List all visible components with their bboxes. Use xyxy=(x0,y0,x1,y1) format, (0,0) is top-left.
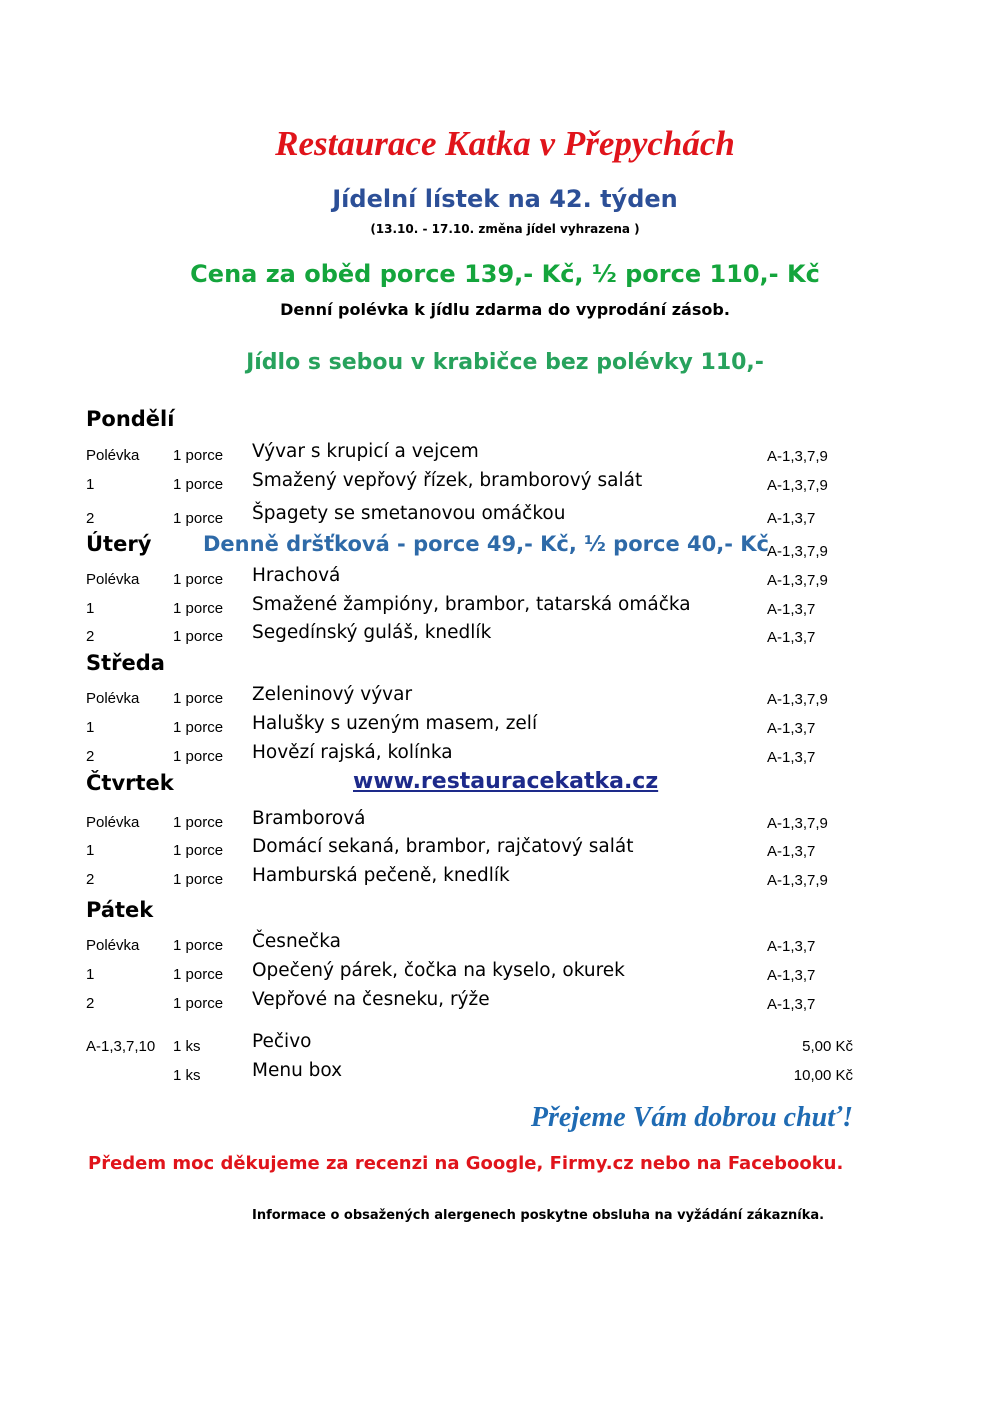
allergen-codes: A-1,3,7,9 xyxy=(767,691,828,708)
item-portion: 1 porce xyxy=(173,600,224,617)
extra-item-name: Menu box xyxy=(252,1060,343,1081)
extra-price: 5,00 Kč xyxy=(802,1038,853,1055)
dish-name: Bramborová xyxy=(252,808,366,829)
website-link[interactable]: www.restauracekatka.cz xyxy=(353,769,659,794)
allergen-codes: A-1,3,7 xyxy=(767,938,816,955)
dish-name: Zeleninový vývar xyxy=(252,684,413,705)
soup-note: Denní polévka k jídlu zdarma do vyprodání zásob. xyxy=(280,300,730,319)
item-portion: 1 porce xyxy=(173,476,224,493)
item-portion: 1 porce xyxy=(173,571,224,588)
item-portion: 1 porce xyxy=(173,628,224,645)
allergen-codes: A-1,3,7,9 xyxy=(767,543,828,560)
dish-name: Domácí sekaná, brambor, rajčatový salát xyxy=(252,836,634,857)
item-portion: 1 porce xyxy=(173,814,224,831)
item-label: 1 xyxy=(86,476,95,493)
item-label: 2 xyxy=(86,748,95,765)
day-heading-friday: Pátek xyxy=(86,898,154,922)
extra-quantity: 1 ks xyxy=(173,1067,201,1084)
item-label: 2 xyxy=(86,995,95,1012)
dish-name: Vepřové na česneku, rýže xyxy=(252,989,490,1010)
extra-item-name: Pečivo xyxy=(252,1031,312,1052)
dish-name: Hovězí rajská, kolínka xyxy=(252,742,453,763)
dish-name: Vývar s krupicí a vejcem xyxy=(252,441,479,462)
dish-name: Halušky s uzeným masem, zelí xyxy=(252,713,538,734)
item-label: Polévka xyxy=(86,814,140,831)
day-heading-wednesday: Středa xyxy=(86,651,165,675)
allergen-codes: A-1,3,7,9 xyxy=(767,815,828,832)
item-portion: 1 porce xyxy=(173,937,224,954)
allergen-codes: A-1,3,7 xyxy=(767,720,816,737)
allergen-codes: A-1,3,7 xyxy=(767,996,816,1013)
menu-week-subtitle: Jídelní lístek na 42. týden xyxy=(332,185,678,213)
item-portion: 1 porce xyxy=(173,966,224,983)
dish-name: Hrachová xyxy=(252,565,341,586)
item-label: Polévka xyxy=(86,690,140,707)
allergen-codes: A-1,3,7 xyxy=(767,601,816,618)
item-label: Polévka xyxy=(86,937,140,954)
review-request: Předem moc děkujeme za recenzi na Google, Firmy.cz nebo na Facebooku. xyxy=(88,1153,844,1174)
item-label: 2 xyxy=(86,628,95,645)
item-portion: 1 porce xyxy=(173,690,224,707)
item-portion: 1 porce xyxy=(173,842,224,859)
item-portion: 1 porce xyxy=(173,871,224,888)
extra-price: 10,00 Kč xyxy=(793,1067,853,1084)
day-heading-monday: Pondělí xyxy=(86,407,175,431)
dish-name: Smažené žampióny, brambor, tatarská omáčka xyxy=(252,594,691,615)
item-label: 1 xyxy=(86,719,95,736)
item-label: 1 xyxy=(86,842,95,859)
dish-name: Česnečka xyxy=(252,931,341,952)
allergen-codes: A-1,3,7,9 xyxy=(767,448,828,465)
extra-allergen-codes: A-1,3,7,10 xyxy=(86,1038,156,1055)
dish-name: Hamburská pečeně, knedlík xyxy=(252,865,510,886)
item-portion: 1 porce xyxy=(173,995,224,1012)
allergen-codes: A-1,3,7 xyxy=(767,749,816,766)
item-portion: 1 porce xyxy=(173,510,224,527)
dish-name: Smažený vepřový řízek, bramborový salát xyxy=(252,470,643,491)
item-portion: 1 porce xyxy=(173,719,224,736)
item-portion: 1 porce xyxy=(173,748,224,765)
item-portion: 1 porce xyxy=(173,447,224,464)
allergen-codes: A-1,3,7 xyxy=(767,843,816,860)
dish-name: Opečený párek, čočka na kyselo, okurek xyxy=(252,960,625,981)
restaurant-title: Restaurace Katka v Přepychách xyxy=(275,124,735,163)
extra-quantity: 1 ks xyxy=(173,1038,201,1055)
allergen-codes: A-1,3,7 xyxy=(767,510,816,527)
tripe-soup-offer: Denně dršťková - porce 49,- Kč, ½ porce 40,- Kč xyxy=(203,532,769,556)
allergen-codes: A-1,3,7,9 xyxy=(767,872,828,889)
item-label: 1 xyxy=(86,600,95,617)
allergen-codes: A-1,3,7 xyxy=(767,967,816,984)
date-range-note: (13.10. - 17.10. změna jídel vyhrazena ) xyxy=(370,222,640,236)
item-label: 2 xyxy=(86,871,95,888)
item-label: Polévka xyxy=(86,447,140,464)
allergen-codes: A-1,3,7 xyxy=(767,629,816,646)
day-heading-thursday: Čtvrtek xyxy=(86,771,174,795)
dish-name: Špagety se smetanovou omáčkou xyxy=(252,503,566,524)
day-heading-tuesday: Úterý xyxy=(86,532,152,556)
allergen-codes: A-1,3,7,9 xyxy=(767,477,828,494)
allergen-codes: A-1,3,7,9 xyxy=(767,572,828,589)
item-label: 1 xyxy=(86,966,95,983)
item-label: 2 xyxy=(86,510,95,527)
bon-appetit-message: Přejeme Vám dobrou chuť! xyxy=(530,1102,853,1133)
takeaway-note: Jídlo s sebou v krabičce bez polévky 110,- xyxy=(246,350,764,375)
allergen-info-note: Informace o obsažených alergenech poskytne obsluha na vyžádání zákazníka. xyxy=(252,1208,825,1223)
item-label: Polévka xyxy=(86,571,140,588)
lunch-price: Cena za oběd porce 139,- Kč, ½ porce 110,- Kč xyxy=(190,260,820,288)
dish-name: Segedínský guláš, knedlík xyxy=(252,622,492,643)
